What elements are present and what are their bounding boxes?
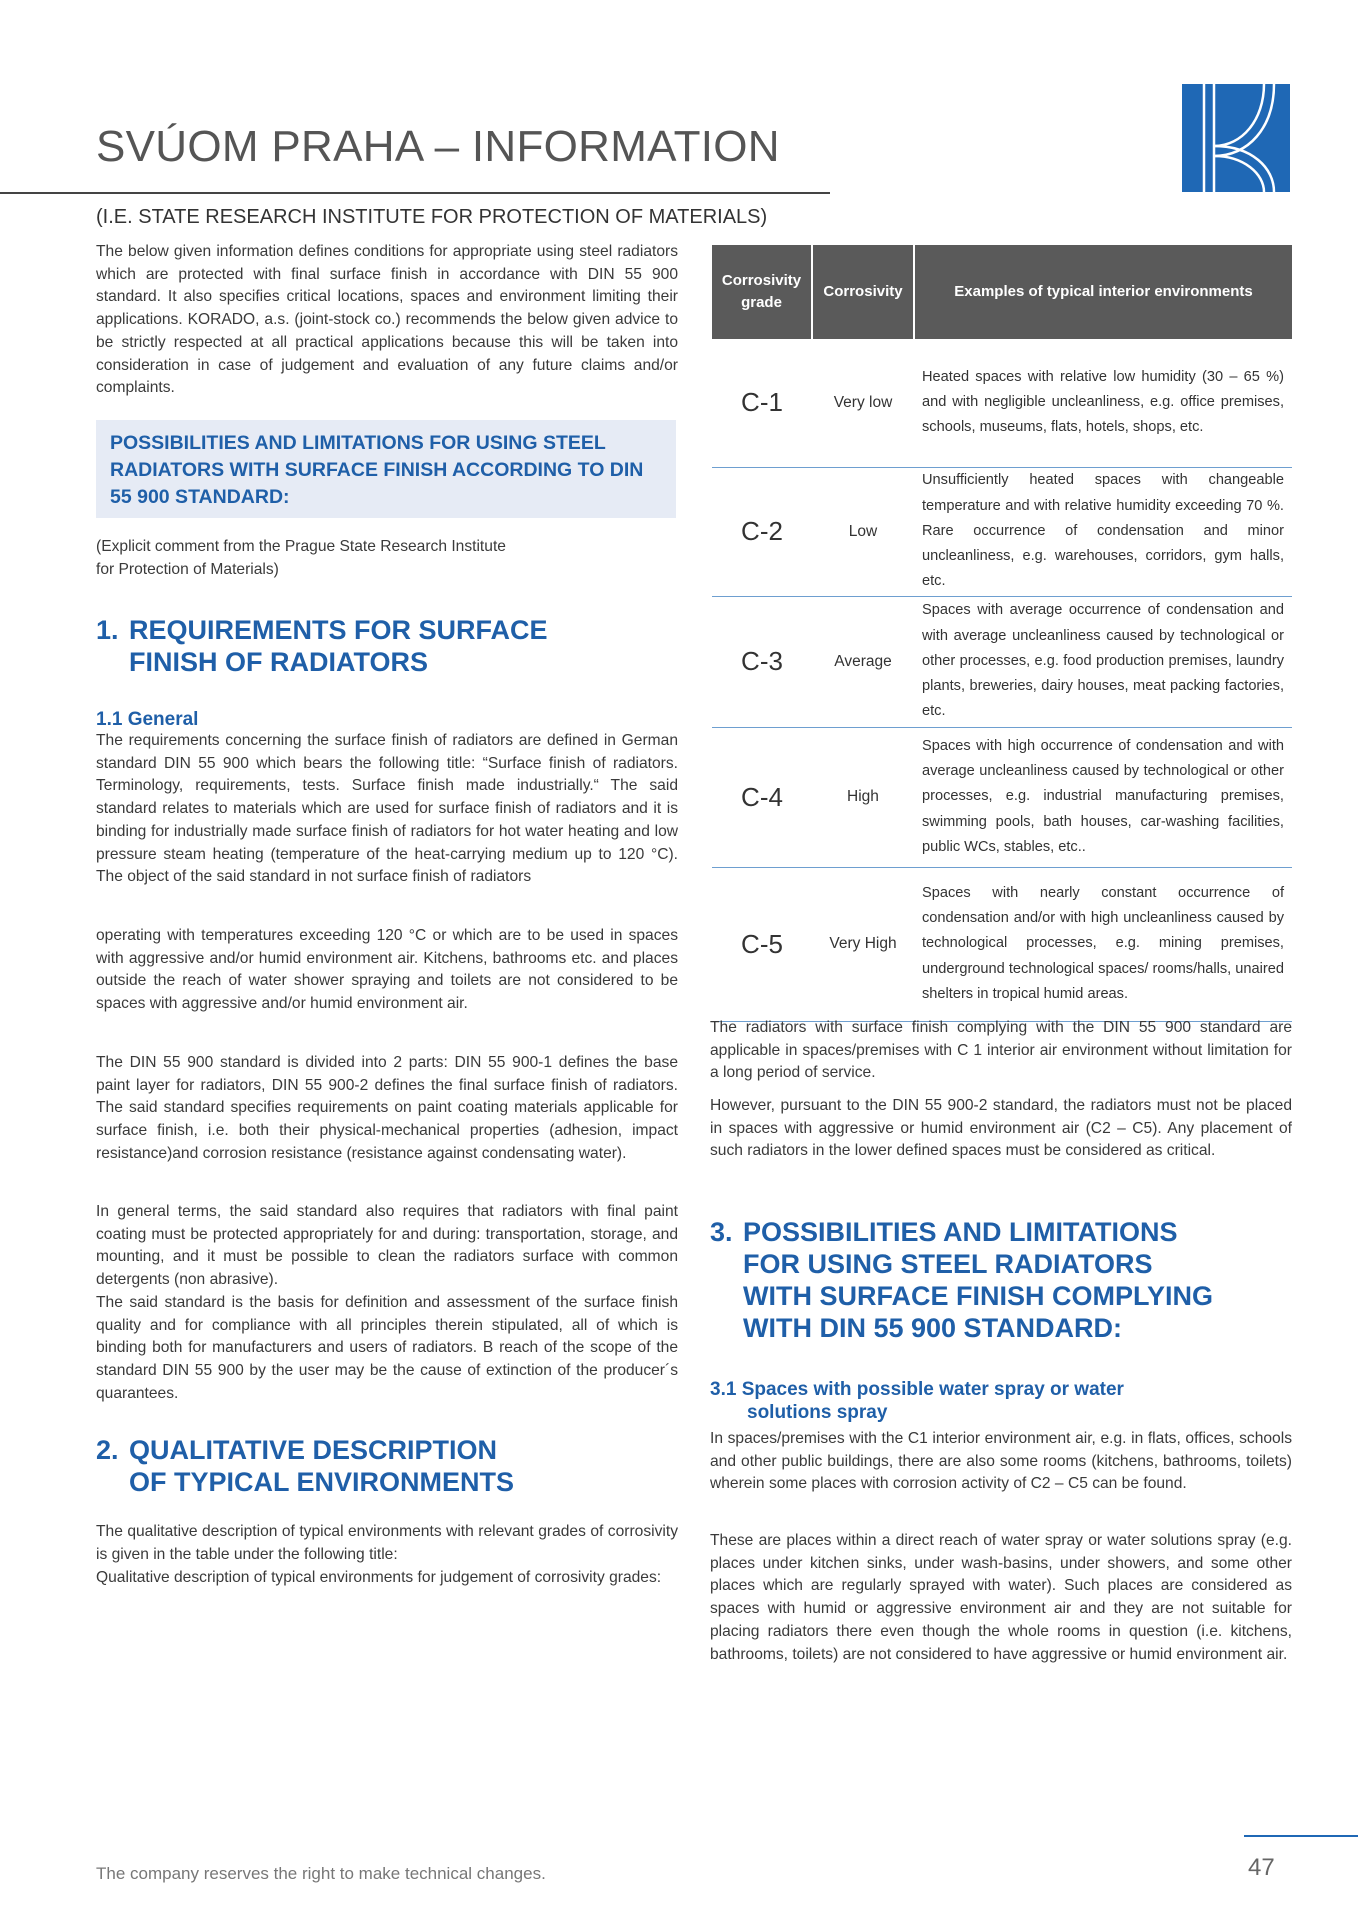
korado-logo-icon: [1182, 84, 1290, 192]
section-2-paragraph: Qualitative description of typical environments for judgement of corrosivity grades:: [96, 1569, 662, 1586]
section-3-heading: [710, 1216, 1292, 1344]
section-3-paragraph: These are places within a direct reach of water spray or water solutions spray (e.g. places under kitchen sinks, under wash-basins, under showers, and some other places which are regularly sprayed with water). Such places are considered as spaces with humid or aggressive environment air and they are not suitable for placing radiators there even though the whole rooms in question (i.e. kitchens, bathrooms, toilets) are not considered to have aggressive or humid environment air.: [710, 1532, 1292, 1663]
corrosivity-cell: Low: [812, 467, 914, 596]
section-1-heading: [96, 614, 678, 678]
callout-box: [96, 420, 676, 518]
subsection-1-1-heading: 1.1 General: [96, 709, 199, 730]
subsection-3-1-heading: [710, 1378, 1292, 1424]
heading-line: WITH DIN 55 900 STANDARD:: [743, 1313, 1123, 1343]
example-cell: Spaces with nearly constant occurrence of condensation and/or with high uncleanliness caused by technological processes, e.g. mining premises, underground technological spaces/ rooms/halls, unaired shelters in tropical humid areas.: [914, 867, 1292, 1021]
heading-line: FINISH OF RADIATORS: [129, 647, 429, 677]
heading-line: QUALITATIVE DESCRIPTION: [129, 1435, 498, 1465]
grade-cell: C-5: [712, 867, 812, 1021]
section-1-paragraph: The said standard is the basis for definition and assessment of the surface finish quality and for compliance with all principles therein stipulated, all of which is binding both for manufacturers and users of radiators. B reach of the scope of the standard DIN 55 900 by the user may be the cause of extinction of the producer´s quarantees.: [96, 1294, 678, 1402]
footer-note: The company reserves the right to make technical changes.: [96, 1864, 546, 1883]
page-subtitle: (I.E. STATE RESEARCH INSTITUTE FOR PROTECTION OF MATERIALS): [96, 206, 768, 228]
corrosivity-cell: High: [812, 727, 914, 867]
institute-comment: [96, 536, 678, 581]
intro-paragraph: The below given information defines conditions for appropriate using steel radiators which are protected with final surface finish in accordance with DIN 55 900 standard. It also specifies critical locations, spaces and environment limiting their applications. KORADO, a.s. (joint-stock co.) recommends the below given advice to be strictly respected at all practical applications because this will be taken into consideration in case of judgement and evaluation of any future claims and/or complaints.: [96, 243, 678, 397]
section-1-paragraph: The DIN 55 900 standard is divided into 2 parts: DIN 55 900-1 defines the base paint layer for radiators, DIN 55 900-2 defines the final surface finish of radiators. The said standard specifies requirements on paint coating materials applicable for surface finish, i.e. both their physical-mechanical properties (adhesion, impact resistance)and corrosion resistance (resistance against condensating water).: [96, 1054, 678, 1162]
heading-line: REQUIREMENTS FOR SURFACE: [129, 615, 548, 645]
heading-line: OF TYPICAL ENVIRONMENTS: [129, 1467, 515, 1497]
example-cell: Unsufficiently heated spaces with changeable temperature and with relative humidity exceeding 70 %. Rare occurrence of condensation and minor uncleanliness, e.g. warehouses, corridors, gym halls, etc.: [914, 467, 1292, 596]
heading-line: solutions spray: [747, 1402, 888, 1423]
grade-cell: C-1: [712, 339, 812, 467]
right-paragraph: The radiators with surface finish complying with the DIN 55 900 standard are applicable in spaces/premises with C 1 interior air environment without limitation for a long period of service.: [710, 1019, 1292, 1082]
column-header: Examples of typical interior environments: [914, 245, 1292, 339]
page-number: 47: [1248, 1854, 1275, 1881]
callout-text: POSSIBILITIES AND LIMITATIONS FOR USING STEEL RADIATORS WITH SURFACE FINISH ACCORDING TO DIN 55 900 STANDARD:: [110, 432, 644, 508]
section-number: 2.: [96, 1435, 119, 1465]
section-3-paragraph: In spaces/premises with the C1 interior environment air, e.g. in flats, offices, schools and other public buildings, there are also some rooms (kitchens, bathrooms, toilets) wherein some places with corrosion activity of C2 – C5 can be found.: [710, 1430, 1292, 1493]
corrosivity-cell: Very High: [812, 867, 914, 1021]
heading-line: 3.1 Spaces with possible water spray or water: [710, 1379, 1124, 1400]
example-cell: Spaces with high occurrence of condensation and with average uncleanliness caused by technological or other processes, e.g. industrial manufacturing premises, swimming pools, bath houses, car-washing facilities, public WCs, stables, etc..: [914, 727, 1292, 867]
heading-line: POSSIBILITIES AND LIMITATIONS: [743, 1217, 1178, 1247]
section-1-paragraph: In general terms, the said standard also requires that radiators with final paint coating must be protected appropriately for and during: transportation, storage, and mounting, and it must be possible to clean the radiators surface with common detergents (non abrasive).: [96, 1203, 678, 1289]
footer-divider: [1244, 1835, 1358, 1837]
corrosivity-cell: Average: [812, 596, 914, 727]
section-1-paragraph: The requirements concerning the surface finish of radiators are defined in German standard DIN 55 900 which bears the following title: “Surface finish of radiators. Terminology, requirements, tests. Surface finish made industrially.“ The said standard relates to materials which are used for surface finish of radiators and it is binding for industrially made surface finish of radiators for hot water heating and low pressure steam heating (temperature of the heat-carrying medium up to 120 °C). The object of the said standard in not surface finish of radiators: [96, 732, 678, 886]
grade-cell: C-4: [712, 727, 812, 867]
comment-line: (Explicit comment from the Prague State Research Institute: [96, 538, 506, 555]
corrosivity-cell: Very low: [812, 339, 914, 467]
table-row: [712, 867, 1292, 1021]
table-header-row: [712, 245, 1292, 339]
table-row: [712, 339, 1292, 467]
example-cell: Heated spaces with relative low humidity (30 – 65 %) and with negligible uncleanliness, e.g. office premises, schools, museums, flats, hotels, shops, etc.: [914, 339, 1292, 467]
comment-line: for Protection of Materials): [96, 560, 279, 578]
right-paragraph: However, pursuant to the DIN 55 900-2 standard, the radiators must not be placed in spaces with aggressive or humid environment air (C2 – C5). Any placement of such radiators in the lower defined spaces must be considered as critical.: [710, 1097, 1292, 1160]
grade-cell: C-3: [712, 596, 812, 727]
section-1-paragraph: operating with temperatures exceeding 120 °C or which are to be used in spaces with aggressive and/or humid environment air. Kitchens, bathrooms etc. and places outside the reach of water shower spraying and toilets are not considered to be spaces with aggressive and/or humid environment air.: [96, 927, 678, 1013]
title-divider: [0, 192, 830, 194]
section-number: 1.: [96, 615, 119, 645]
table-row: [712, 596, 1292, 727]
section-2-paragraph: The qualitative description of typical environments with relevant grades of corrosivity is given in the table under the following title:: [96, 1523, 678, 1563]
table-row: [712, 727, 1292, 867]
heading-line: WITH SURFACE FINISH COMPLYING: [743, 1281, 1214, 1311]
page-title: SVÚOM PRAHA – INFORMATION: [96, 122, 780, 171]
grade-cell: C-2: [712, 467, 812, 596]
section-2-heading: [96, 1434, 678, 1498]
example-cell: Spaces with average occurrence of condensation and with average uncleanliness caused by technological or other processes, e.g. food production premises, laundry plants, breweries, dairy houses, meat packing factories, etc.: [914, 596, 1292, 727]
column-header: Corrosivity grade: [712, 245, 812, 339]
corrosivity-table: [712, 245, 1292, 1022]
section-number: 3.: [710, 1217, 733, 1247]
column-header: Corrosivity: [812, 245, 914, 339]
table-row: [712, 467, 1292, 596]
heading-line: FOR USING STEEL RADIATORS: [743, 1249, 1153, 1279]
